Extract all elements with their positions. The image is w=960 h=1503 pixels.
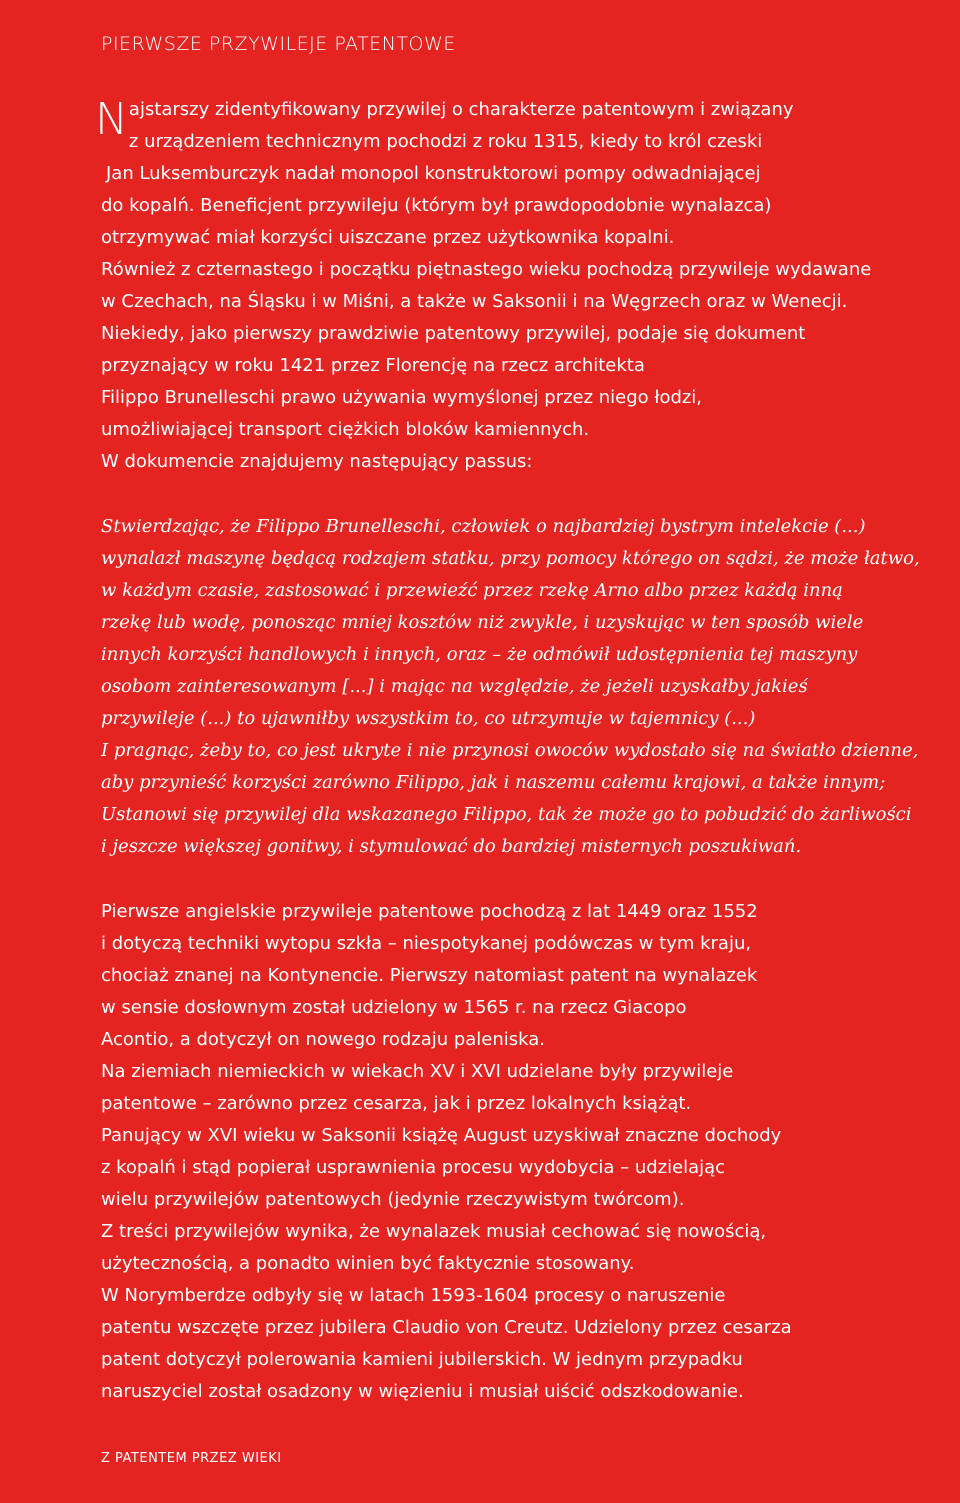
intro-line: z urządzeniem technicznym pochodzi z roku 1315, kiedy to król czeski	[128, 131, 763, 152]
quote-line: wynalazł maszynę będącą rodzajem statku, przy pomocy którego on sądzi, że może łatwo,	[101, 548, 920, 569]
quote-line: w każdym czasie, zastosować i przewieźć przez rzekę Arno albo przez każdą inną	[101, 580, 843, 601]
intro-first-line-text: ajstarszy zidentyfikowany przywilej o charakterze patentowym i związany	[128, 99, 794, 120]
intro-line: Również z czternastego i początku piętnastego wieku pochodzą przywileje wydawane	[101, 259, 872, 280]
page-footer: Z PATENTEM PRZEZ WIEKI	[101, 1451, 282, 1466]
intro-line: Filippo Brunelleschi prawo używania wymyślonej przez niego łodzi,	[101, 387, 703, 408]
intro-line: Niekiedy, jako pierwszy prawdziwie patentowy przywilej, podaje się dokument	[101, 323, 806, 344]
body-line: W Norymberdze odbyły się w latach 1593-1604 procesy o naruszenie	[101, 1285, 726, 1306]
quote-line: innych korzyści handlowych i innych, oraz – że odmówił udostępnienia tej maszyny	[101, 644, 858, 665]
intro-line: w Czechach, na Śląsku i w Miśni, a także w Saksonii i na Węgrzech oraz w Wenecji.	[101, 291, 848, 312]
page-header: PIERWSZE PRZYWILEJE PATENTOWE	[101, 33, 456, 55]
body-line: wielu przywilejów patentowych (jedynie rzeczywistym twórcom).	[101, 1189, 685, 1210]
quote-line: Stwierdzając, że Filippo Brunelleschi, człowiek o najbardziej bystrym intelekcie (...)	[101, 516, 866, 537]
body-line: użytecznością, a ponadto winien być faktycznie stosowany.	[101, 1253, 635, 1274]
intro-line: otrzymywać miał korzyści uiszczane przez użytkownika kopalni.	[101, 227, 675, 248]
body-line: Panujący w XVI wieku w Saksonii książę August uzyskiwał znaczne dochody	[101, 1125, 782, 1146]
quote-line: I pragnąc, żeby to, co jest ukryte i nie przynosi owoców wydostało się na światło dzienne,	[101, 740, 919, 761]
body-line: z kopalń i stąd popierał usprawnienia procesu wydobycia – udzielając	[101, 1157, 726, 1178]
body-line: Na ziemiach niemieckich w wiekach XV i XVI udzielane były przywileje	[101, 1061, 734, 1082]
drop-cap: N	[95, 94, 128, 145]
intro-line: umożliwiającej transport ciężkich bloków kamiennych.	[101, 419, 590, 440]
body-line: patentowe – zarówno przez cesarza, jak i przez lokalnych książąt.	[101, 1093, 692, 1114]
body-line: Pierwsze angielskie przywileje patentowe pochodzą z lat 1449 oraz 1552	[101, 901, 758, 922]
quote-line: aby przynieść korzyści zarówno Filippo, jak i naszemu całemu krajowi, a także innym;	[101, 772, 886, 793]
article-body	[95, 80, 960, 1408]
quote-line: i jeszcze większej gonitwy, i stymulować do bardziej misternych poszukiwań.	[101, 836, 802, 857]
body-line: naruszyciel został osadzony w więzieniu i musiał uiścić odszkodowanie.	[101, 1381, 744, 1402]
quote-line: rzekę lub wodę, ponosząc mniej kosztów niż zwykle, i uzyskując w ten sposób wiele	[101, 612, 864, 633]
intro-line: przyznający w roku 1421 przez Florencję na rzecz architekta	[101, 355, 645, 376]
body-line: w sensie dosłownym został udzielony w 1565 r. na rzecz Giacopo	[101, 997, 687, 1018]
body-line: chociaż znanej na Kontynencie. Pierwszy natomiast patent na wynalazek	[101, 965, 758, 986]
quote-line: osobom zainteresowanym [...] i mając na względzie, że jeżeli uzyskałby jakieś	[101, 676, 808, 697]
body-line: Z treści przywilejów wynika, że wynalazek musiał cechować się nowością,	[101, 1221, 767, 1242]
body-line: patent dotyczył polerowania kamieni jubilerskich. W jednym przypadku	[101, 1349, 743, 1370]
quote-line: przywileje (...) to ujawniłby wszystkim to, co utrzymuje w tajemnicy (...)	[101, 708, 756, 729]
paragraph-gap	[101, 478, 960, 511]
quote-line: Ustanowi się przywilej dla wskazanego Filippo, tak że może go to pobudzić do żarliwości	[101, 804, 912, 825]
body-line: i dotyczą techniki wytopu szkła – niespotykanej podówczas w tym kraju,	[101, 933, 752, 954]
intro-line: Jan Luksemburczyk nadał monopol konstruktorowi pompy odwadniającej	[106, 163, 761, 184]
intro-line: W dokumencie znajdujemy następujący passus:	[101, 451, 533, 472]
body-line: Acontio, a dotyczył on nowego rodzaju paleniska.	[101, 1029, 545, 1050]
paragraph-gap	[101, 863, 960, 896]
intro-line: do kopalń. Beneficjent przywileju (którym był prawdopodobnie wynalazca)	[101, 195, 772, 216]
body-line: patentu wszczęte przez jubilera Claudio von Creutz. Udzielony przez cesarza	[101, 1317, 792, 1338]
